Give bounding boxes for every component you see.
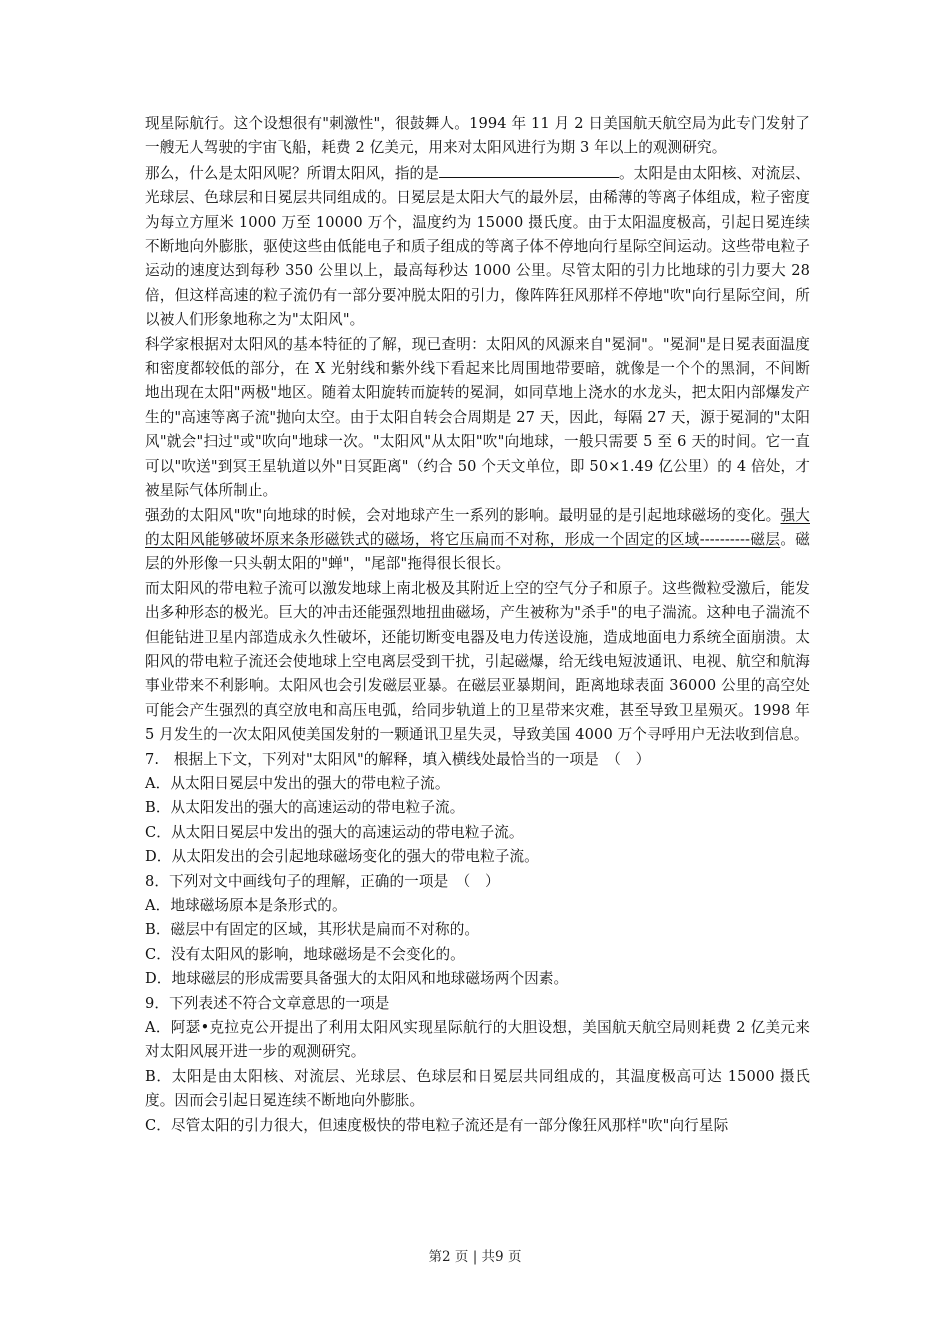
page-footer: 第2 页 | 共9 页 <box>428 1249 522 1265</box>
paragraph-intro: 现星际航行。这个设想很有"刺激性"，很鼓舞人。1994 年 11 月 2 日美国航天航空局为此专门发射了一艘无人驾驶的宇宙飞船，耗费 2 亿美元，用来对太阳风进行为期 3 年以上的观测研究。 <box>145 115 810 157</box>
paragraph-effects: 而太阳风的带电粒子流可以激发地球上南北极及其附近上空的空气分子和原子。这些微粒受激后，能发出多种形态的极光。巨大的冲击还能强烈地扭曲磁场，产生被称为"杀手"的电子湍流。这种电子湍流不但能钻进卫星内部造成永久性破坏，还能切断变电器及电力传送设施，造成地面电力系统全面崩溃。太阳风的带电粒子流还会使地球上空电离层受到干扰，引起磁爆，给无线电短波通讯、电视、航空和航海事业带来不利影响。太阳风也会引发磁层亚暴。在磁层亚暴期间，距离地球表面 36000 公里的高空处可能会产生强烈的真空放电和高压电弧，给同步轨道上的卫星带来灾难，甚至导致卫星殒灭。1998 年 5 月发生的一次太阳风使美国发射的一颗通讯卫星失灵，导致美国 4000 万个寻呼用户无法收到信息。 <box>145 579 810 744</box>
answer-blank <box>439 161 619 178</box>
question-9-option-a: A．阿瑟•克拉克公开提出了利用太阳风实现星际航行的大胆设想，美国航天航空局则耗费 2 亿美元来对太阳风展开进一步的观测研究。 <box>145 1019 810 1061</box>
question-8-option-d: D．地球磁层的形成需要具备强大的太阳风和地球磁场两个因素。 <box>145 970 569 988</box>
question-9-option-b: B．太阳是由太阳核、对流层、光球层、色球层和日冕层共同组成的，其温度极高可达 15000 摄氏度。因而会引起日冕连续不断地向外膨胀。 <box>145 1067 810 1110</box>
question-7-option-b: B．从太阳发出的强大的高速运动的带电粒子流。 <box>145 799 465 817</box>
question-8-option-a: A．地球磁场原本是条形式的。 <box>145 897 347 914</box>
question-9-option-c: C．尽管太阳的引力很大，但速度极快的带电粒子流还是有一部分像狂风那样"吹"向行星际 <box>145 1116 729 1134</box>
question-7-option-d: D．从太阳发出的会引起地球磁场变化的强大的带电粒子流。 <box>145 848 539 866</box>
paragraph-magnetosphere-rest: 。磁层的外形像一只头朝太阳的"蝉"，"尾部"拖得很长很长。 <box>145 530 810 573</box>
question-7-stem: 7. 根据上下文，下列对"太阳风"的解释，填入横线处最恰当的一项是 （ ） <box>145 750 651 768</box>
question-7-option-a: A．从太阳日冕层中发出的强大的带电粒子流。 <box>145 774 450 792</box>
question-8-option-b: B．磁层中有固定的区域，其形状是扁而不对称的。 <box>145 921 480 939</box>
question-8-option-c: C．没有太阳风的影响，地球磁场是不会变化的。 <box>145 945 465 963</box>
paragraph-magnetosphere <box>145 504 810 577</box>
question-8-stem: 8．下列对文中画线句子的理解，正确的一项是 （ ） <box>145 872 500 890</box>
document-body <box>145 112 810 1138</box>
question-7-option-c: C．从太阳日冕层中发出的强大的高速运动的带电粒子流。 <box>145 823 524 841</box>
paragraph-definition-lead: 那么，什么是太阳风呢？所谓太阳风，指的是 <box>145 164 439 182</box>
paragraph-definition <box>145 161 810 333</box>
paragraph-definition-rest: 。太阳是由太阳核、对流层、光球层、色球层和日冕层共同组成的。日冕层是太阳大气的最外层，由稀薄的等离子体组成，粒子密度为每立方厘米 1000 万至 10000 万个，温度约为 15000 摄氏度。由于太阳温度极高，引起日冕连续不断地向外膨胀，驱使这些由低能电子和质子组成的等离子体不停地向行星际空间运动。这些带电粒子运动的速度达到每秒 350 公里以上，最高每秒达 1000 公里。尽管太阳的引力比地球的引力要大 28 倍，但这样高速的粒子流仍有一部分要冲脱太阳的引力，像阵阵狂风那样不停地"吹"向行星际空间，所以被人们形象地称之为"太阳风"。 <box>145 164 810 329</box>
underlined-sentence: 强大的太阳风能够破坏原来条形磁铁式的磁场，将它压扁而不对称，形成一个固定的区域----------磁层 <box>145 506 810 548</box>
paragraph-coronal-hole: 科学家根据对太阳风的基本特征的了解，现已查明：太阳风的风源来自"冕洞"。"冕洞"是日冕表面温度和密度都较低的部分，在 X 光射线和紫外线下看起来比周围地带要暗，就像是一个个的黑洞，不间断地出现在太阳"两极"地区。随着太阳旋转而旋转的冕洞，如同草地上浇水的水龙头，把太阳内部爆发产生的"高速等离子流"抛向太空。由于太阳自转会合周期是 27 天，因此，每隔 27 天，源于冕洞的"太阳风"就会"扫过"或"吹向"地球一次。"太阳风"从太阳"吹"向地球，一般只需要 5 至 6 天的时间。它一直可以"吹送"到冥王星轨道以外"日冥距离"（约合 50 个天文单位，即 50×1.49 亿公里）的 4 倍处，才被星际气体所制止。 <box>145 335 810 500</box>
question-9-stem: 9．下列表述不符合文章意思的一项是 <box>145 994 390 1012</box>
paragraph-magnetosphere-lead: 强劲的太阳风"吹"向地球的时候，会对地球产生一系列的影响。最明显的是引起地球磁场的变化。 <box>145 506 781 524</box>
